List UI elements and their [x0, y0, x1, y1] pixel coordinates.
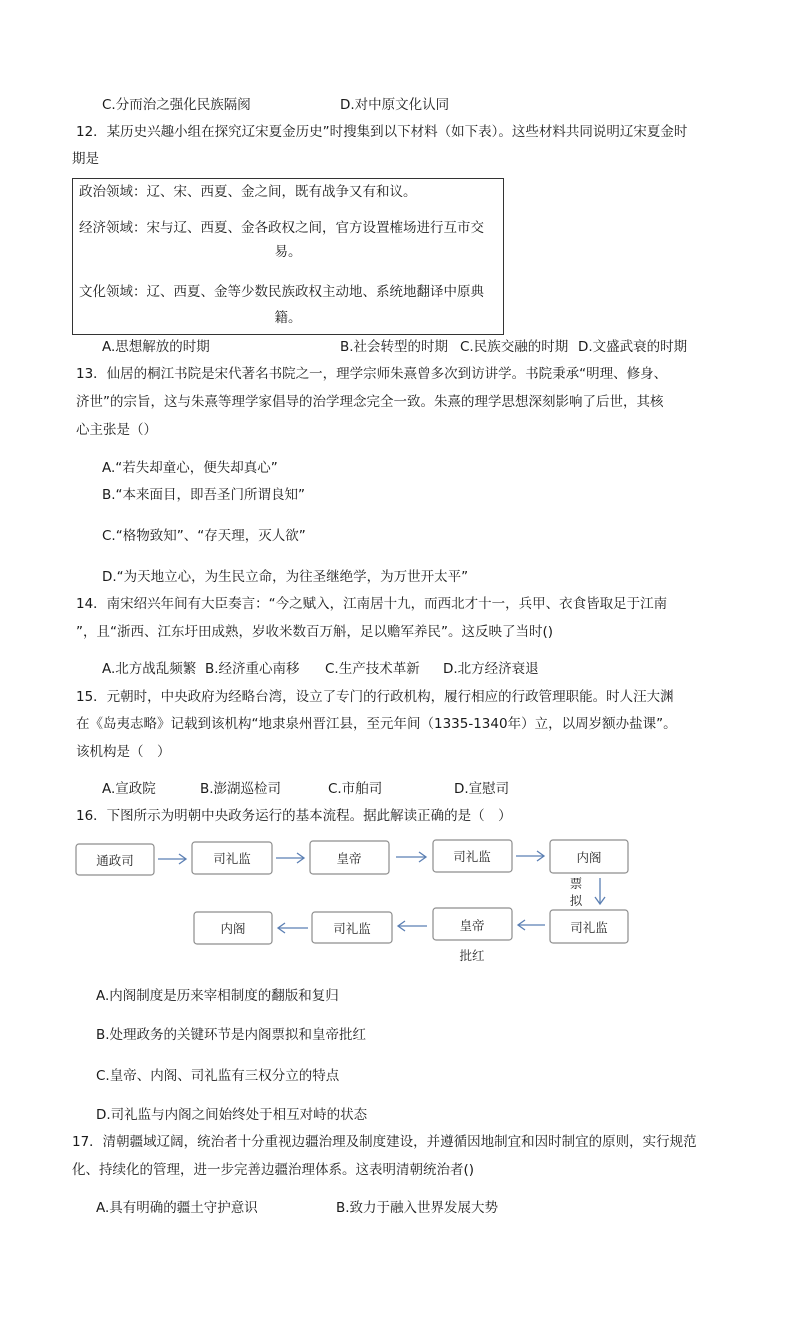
- q16-option-b: B.处理政务的关键环节是内阁票拟和皇帝批红: [96, 1027, 367, 1043]
- q14-stem-line1: 14．南宋绍兴年间有大臣奏言：“今之赋入，江南居十九，而西北才十一，兵甲、衣食皆取足于江南: [76, 596, 668, 612]
- flow-label-silijian-1: 司礼监: [213, 851, 251, 866]
- q12-option-d: D.文盛武衰的时期: [578, 339, 688, 355]
- q17-stem-line2: 化、持续化的管理，进一步完善边疆治理体系。这表明清朝统治者(): [72, 1162, 475, 1178]
- flow-arrow-7: [278, 923, 308, 933]
- table-row-politics: 政治领域：辽、宋、西夏、金之间，既有战争又有和议。: [79, 184, 417, 200]
- q15-option-c: C.市舶司: [328, 781, 383, 797]
- flow-box-silijian-3: [312, 912, 392, 943]
- flow-box-silijian-2: [433, 840, 512, 872]
- q14-option-d: D.北方经济衰退: [443, 661, 539, 677]
- flow-box-neige-2: [194, 912, 272, 944]
- flow-arrow-2: [276, 853, 304, 863]
- q12-material-table: [72, 178, 504, 335]
- q15-stem-line2: 在《岛夷志略》记载到该机构“地隶泉州晋江县，至元年间（1335-1340年）立，以周岁额办盐课”。: [76, 716, 677, 732]
- q12-stem-line1: 12．某历史兴趣小组在探究辽宋夏金历史”时搜集到以下材料（如下表）。这些材料共同说明辽宋夏金时: [76, 124, 688, 140]
- flow-label-tongzhengsi: 通政司: [96, 853, 134, 868]
- flow-label-huangdi-2: 皇帝: [459, 918, 485, 933]
- q14-option-b: B.经济重心南移: [205, 661, 300, 677]
- flow-arrow-1: [158, 854, 186, 864]
- q11-option-d: D.对中原文化认同: [340, 97, 450, 113]
- q12-option-a: A.思想解放的时期: [102, 339, 210, 355]
- flow-box-silijian-4: [550, 910, 628, 943]
- q16-stem: 16．下图所示为明朝中央政务运行的基本流程。据此解读正确的是（ ）: [76, 808, 512, 824]
- flow-label-neige-1: 内阁: [576, 850, 602, 865]
- q17-option-b: B.致力于融入世界发展大势: [336, 1200, 499, 1216]
- q16-option-c: C.皇帝、内阁、司礼监有三权分立的特点: [96, 1068, 340, 1084]
- q13-option-b: B.“本来面目，即吾圣门所谓良知”: [102, 487, 306, 503]
- q12-option-c: C.民族交融的时期: [460, 339, 569, 355]
- q15-stem-line1: 15．元朝时，中央政府为经略台湾，设立了专门的行政机构，履行相应的行政管理职能。时人汪大渊: [76, 689, 674, 705]
- table-row-economy-line2: 易。: [274, 244, 302, 260]
- flow-label-huangdi-1: 皇帝: [336, 851, 362, 866]
- flow-label-piaoni-1: 票: [569, 876, 583, 891]
- q16-option-d: D.司礼监与内阁之间始终处于相互对峙的状态: [96, 1107, 368, 1123]
- flow-label-silijian-2: 司礼监: [453, 849, 491, 864]
- q14-stem-line2: ”，且“浙西、江东圩田成熟，岁收米数百万斛，足以赡军养民”。这反映了当时(): [76, 624, 554, 640]
- ming-governance-flowchart: [70, 836, 640, 966]
- q13-option-d: D.“为天地立心，为生民立命，为往圣继绝学，为万世开太平”: [102, 569, 469, 585]
- flow-arrow-5: [518, 920, 545, 930]
- flow-arrow-down: [595, 878, 605, 904]
- table-row-culture-line1: 文化领域：辽、西夏、金等少数民族政权主动地、系统地翻译中原典: [79, 284, 484, 300]
- q14-option-c: C.生产技术革新: [325, 661, 420, 677]
- flow-arrow-4: [516, 851, 544, 861]
- flow-box-huangdi-2: [433, 908, 512, 940]
- q17-option-a: A.具有明确的疆土守护意识: [96, 1200, 258, 1216]
- flow-label-silijian-4: 司礼监: [570, 920, 608, 935]
- q13-stem-line2: 济世”的宗旨，这与朱熹等理学家倡导的治学理念完全一致。朱熹的理学思想深刻影响了后世，其核: [76, 394, 664, 410]
- flow-box-neige-1: [550, 840, 628, 873]
- q13-stem-line1: 13．仙居的桐江书院是宋代著名书院之一，理学宗师朱熹曾多次到访讲学。书院秉承“明理、修身、: [76, 366, 668, 382]
- q12-option-b: B.社会转型的时期: [340, 339, 449, 355]
- flow-label-piaoni-2: 拟: [569, 893, 583, 908]
- table-row-economy-line1: 经济领域：宋与辽、西夏、金各政权之间，官方设置榷场进行互市交: [79, 220, 484, 236]
- flow-box-huangdi-1: [310, 841, 389, 874]
- q17-stem-line1: 17．清朝疆域辽阔，统治者十分重视边疆治理及制度建设，并遵循因地制宜和因时制宜的原则，实行规范: [72, 1134, 697, 1150]
- flow-label-neige-2: 内阁: [220, 921, 246, 936]
- q15-stem-line3: 该机构是（ ）: [76, 744, 171, 760]
- flow-label-pihong: 批红: [459, 948, 485, 963]
- q15-option-a: A.宣政院: [102, 781, 156, 797]
- q13-option-c: C.“格物致知”、“存天理，灭人欲”: [102, 528, 306, 544]
- q12-stem-line2: 期是: [72, 151, 99, 167]
- q14-option-a: A.北方战乱频繁: [102, 661, 197, 677]
- flow-box-tongzhengsi: [76, 844, 154, 875]
- q16-option-a: A.内阁制度是历来宰相制度的翻版和复归: [96, 988, 339, 1004]
- q15-option-b: B.澎湖巡检司: [200, 781, 282, 797]
- flow-box-silijian-1: [192, 842, 272, 874]
- table-row-culture-line2: 籍。: [274, 310, 302, 326]
- q15-option-d: D.宣慰司: [454, 781, 510, 797]
- q13-stem-line3: 心主张是（）: [76, 422, 157, 438]
- flow-arrow-3: [396, 852, 426, 862]
- q11-option-c: C.分而治之强化民族隔阂: [102, 97, 251, 113]
- q13-option-a: A.“若失却童心，便失却真心”: [102, 460, 278, 476]
- flow-label-silijian-3: 司礼监: [333, 921, 371, 936]
- flow-arrow-6: [398, 921, 427, 931]
